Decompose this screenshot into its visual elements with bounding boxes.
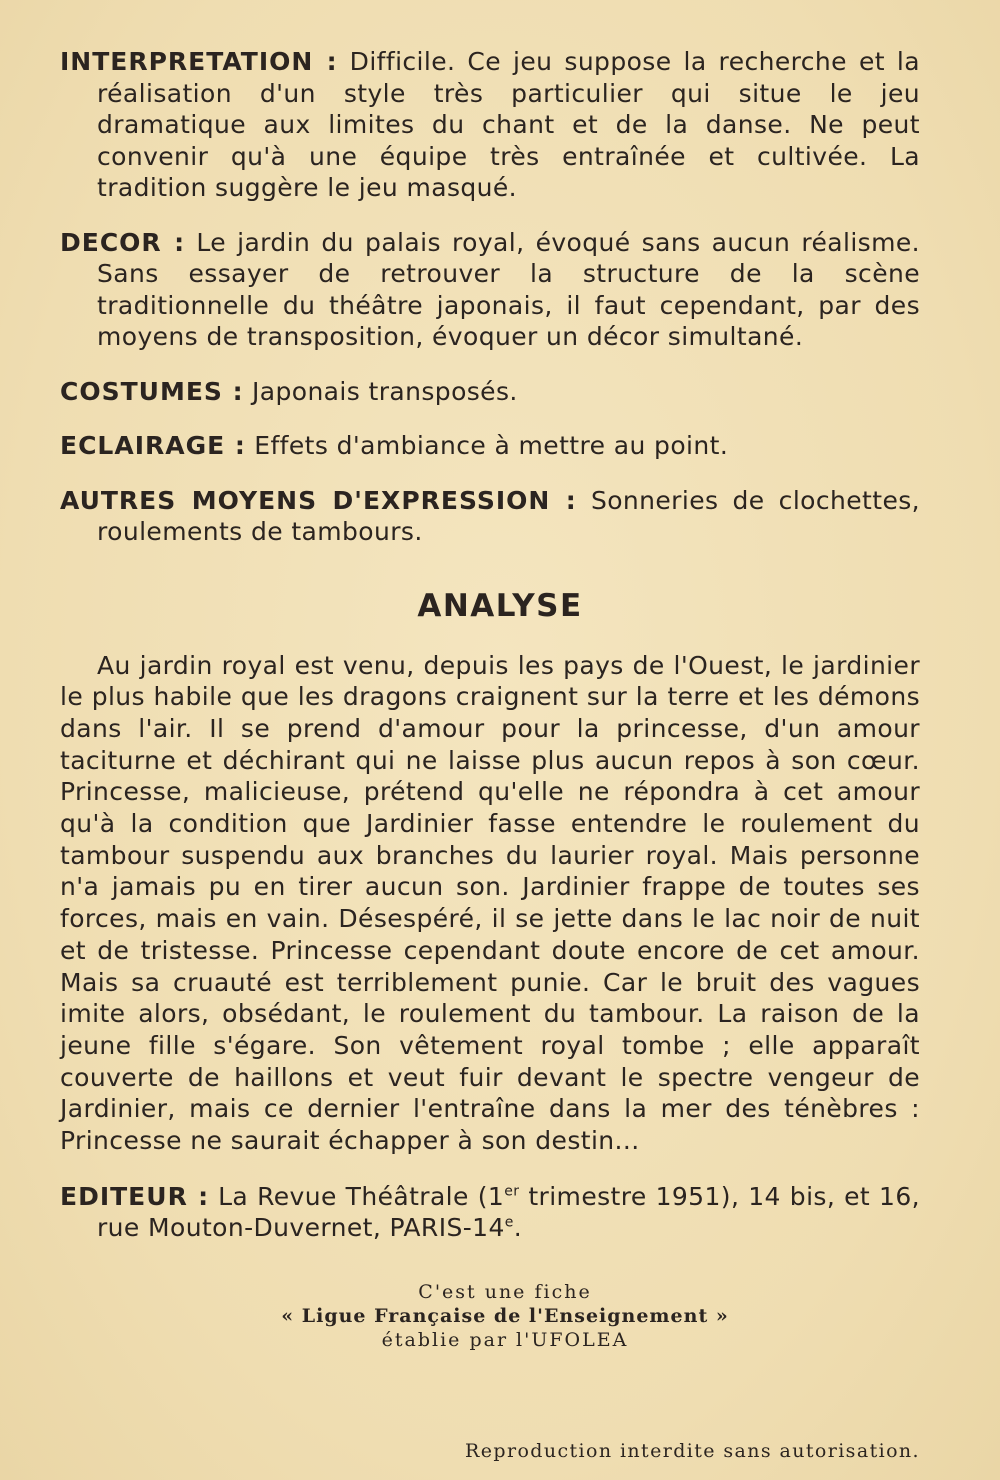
analysis-heading: ANALYSE [417,587,583,624]
editor-superscript: e [504,1214,514,1231]
entry-text: Le jardin du palais royal, évoqué sans aucun réalisme. Sans essayer de retrouver la structure de la scène traditionnelle du théâtre japonais, il faut cependant, par des moyens de transposition, évoquer un décor simultané. [97,227,920,351]
entry-autres-moyens [60,485,920,548]
entry-interpretation [60,46,920,204]
entry-text: Sonneries de clochettes, roulements de tambours. [97,485,920,546]
entry-label: AUTRES MOYENS D'EXPRESSION : [60,485,577,515]
footer-credit [60,1280,920,1352]
editor-text-end: . [513,1213,523,1243]
editor-text-middle: trimestre 1951), 14 bis, et 16, rue Mouton-Duvernet, PARIS-14 [97,1181,921,1243]
entry-label: DECOR : [60,227,186,257]
entry-text: Difficile. Ce jeu suppose la recherche et la réalisation d'un style très particulier qui situe le jeu dramatique aux limites du chant et de la danse. Ne peut convenir qu'à une équipe très entraînée et cultivée. La tradition suggère le jeu masqué. [97,47,920,202]
editor-text-start: La Revue Théâtrale (1 [218,1181,505,1211]
entry-label: COSTUMES : [60,376,244,406]
entry-text: Japonais transposés. [251,376,518,406]
reproduction-notice: Reproduction interdite sans autorisation. [465,1440,920,1462]
entry-label: INTERPRETATION : [60,47,338,76]
entry-costumes [60,376,920,408]
editor-superscript: er [504,1183,520,1200]
entry-label: EDITEUR : [60,1181,210,1211]
footer-line: « Ligue Française de l'Enseignement » [281,1304,729,1327]
entry-decor [60,227,920,353]
entry-label: ECLAIRAGE : [60,431,246,460]
entry-editeur [60,1181,920,1244]
analysis-paragraph: Au jardin royal est venu, depuis les pays de l'Ouest, le jardinier le plus habile que les dragons craignent sur la terre et les démons dans l'air. Il se prend d'amour pour la princesse, d'un amour taciturne et déchirant qui ne laisse plus aucun repos à son cœur. Princesse, malicieuse, prétend qu'elle ne répondra à cet amour qu'à la condition que Jardinier fasse entendre le roulement du tambour suspendu aux branches du laurier royal. Mais personne n'a jamais pu en tirer aucun son. Jardinier frappe de toutes ses forces, mais en vain. Désespéré, il se jette dans le lac noir de nuit et de tristesse. Princesse cependant doute encore de cet amour. Mais sa cruauté est terriblement punie. Car le bruit des vagues imite alors, obsédant, le roulement du tambour. La raison de la jeune fille s'égare. Son vêtement royal tombe ; elle apparaît couverte de haillons et veut fuir devant le spectre vengeur de Jardinier, mais ce dernier l'entraîne dans la mer des ténèbres : Princesse ne saurait échapper à son destin... [60,650,920,1156]
footer-line: établie par l'UFOLEA [381,1328,629,1351]
entry-text: Effets d'ambiance à mettre au point. [254,431,729,460]
entry-eclairage [60,430,920,462]
footer-line: C'est une fiche [418,1280,592,1303]
